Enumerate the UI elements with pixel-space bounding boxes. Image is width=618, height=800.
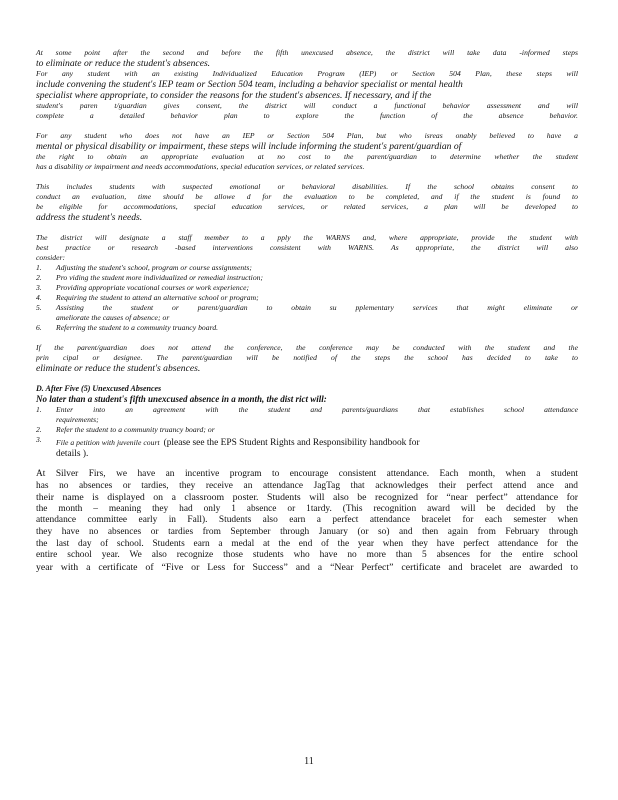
list-text: Pro viding the student more individualized or remedial instruction;: [56, 273, 264, 282]
list-number: 1.: [36, 263, 42, 272]
text-line: year with a certificate of “Five or Less for Success” and a “Near Perfect” certificate and bracelet are awarded to: [36, 561, 578, 573]
list-text: Requiring the student to attend an alternative school or program;: [56, 293, 259, 302]
text-line: For any student with an existing Individualized Education Program (IEP) or Section 504 Plan, these steps will: [36, 69, 578, 78]
list-text: Adjusting the student's school, program or course assignments;: [56, 263, 252, 272]
list-number: 3.: [36, 435, 42, 444]
list-number: 4.: [36, 293, 42, 302]
text-line: the right to obtain an appropriate evaluation at no cost to the parent/guardian to determine whether the student: [36, 152, 578, 161]
list-text-normal: (please see the EPS Student Rights and Responsibility handbook for: [163, 438, 420, 448]
list-item: [36, 405, 578, 425]
list-item: [36, 273, 578, 283]
text-line: consider:: [36, 253, 66, 262]
list-number: 1.: [36, 405, 42, 414]
list-text: Assisting the student or parent/guardian to obtain su pplementary services that might eliminate or: [56, 303, 578, 312]
text-line: At some point after the second and before the fifth unexcused absence, the district will take data -informed steps: [36, 48, 578, 57]
text-line: conduct an evaluation, time should be allowe d for the evaluation to be completed, and if the student is found to: [36, 192, 578, 201]
list-number: 2.: [36, 273, 42, 282]
list-item: [36, 263, 578, 273]
text-line: be eligible for accommodations, special education services, or related services, a plan will be developed to: [36, 202, 578, 211]
text-line: the last day of school. Students earn a medal at the end of the year when they have perfect attendance for the: [36, 538, 578, 549]
text-line: mental or physical disability or impairment, these steps will include informing the student's parent/guardian of: [36, 141, 462, 152]
list-text: Refer the student to a community truancy board; or: [56, 425, 215, 434]
paragraph-non-iep-students: [36, 131, 578, 172]
document-page: [36, 48, 578, 573]
text-line: has a disability or impairment and needs accommodations, special education services, or related services.: [36, 162, 365, 171]
text-line: The district will designate a staff member to a pply the WARNS and, where appropriate, provide the student with: [36, 233, 578, 242]
list-number: 3.: [36, 283, 42, 292]
text-line: entire school year. We also recognize those students who have no more than 5 absences for the entire school: [36, 550, 578, 561]
list-item: [36, 435, 578, 459]
text-line: include convening the student's IEP team or Section 504 team, including a behavior specialist or mental health: [36, 79, 463, 90]
text-line: the month – meaning they had only 1 absence or 1tardy. (This recognition award will be decided by the: [36, 503, 578, 514]
text-line: their name is displayed on a classroom poster. Students will also be recognized for “near perfect” attendance for: [36, 492, 578, 504]
list-text: [56, 435, 578, 449]
list-number: 6.: [36, 323, 42, 332]
fifth-absence-actions-list: [36, 405, 578, 459]
section-heading: D. After Five (5) Unexcused Absences: [36, 384, 162, 393]
list-text-italic: File a petition with juvenile court: [56, 438, 160, 447]
text-line: This includes students with suspected emotional or behavioral disabilities. If the school obtains consent to: [36, 182, 578, 191]
paragraph-parent-conference: [36, 343, 578, 374]
list-text: Providing appropriate vocational courses or work experience;: [56, 283, 250, 292]
text-line: address the student's needs.: [36, 212, 143, 223]
text-line: complete a detailed behavior plan to explore the function of the absence behavior.: [36, 111, 578, 120]
list-item: [36, 283, 578, 293]
text-line: they have no absences or tardies from September through January (or so) and then again from February through: [36, 526, 578, 537]
list-text-continued: requirements;: [56, 415, 99, 424]
list-text-continued: details ).: [56, 449, 89, 459]
list-text-continued: ameliorate the causes of absence; or: [56, 313, 170, 322]
list-item: [36, 323, 578, 333]
section-subheading: No later than a student's fifth unexcused absence in a month, the dist rict will:: [36, 394, 327, 404]
text-line: specialist where appropriate, to consider the reasons for the student's absences. If necessary, and if the: [36, 90, 432, 101]
list-item: [36, 293, 578, 303]
paragraph-suspected-disabilities: [36, 182, 578, 223]
interventions-list: [36, 263, 578, 333]
section-d: [36, 384, 578, 459]
text-line: At Silver Firs, we have an incentive program to encourage consistent attendance. Each month, when a student: [36, 469, 578, 479]
page-number: 11: [304, 756, 314, 767]
text-line: If the parent/guardian does not attend the conference, the conference may be conducted with the student and the: [36, 343, 578, 352]
text-line: attendance committee early in Fall). Students also earn a perfect attendance bracelet for each semester when: [36, 515, 578, 526]
paragraph-steps-before-fifth-absence: [36, 48, 578, 69]
list-text: Enter into an agreement with the student and parents/guardians that establishes school attendance: [56, 405, 578, 414]
list-text: Referring the student to a community truancy board.: [56, 323, 219, 332]
list-item: [36, 303, 578, 323]
text-line: student's paren t/guardian gives consent, the district will conduct a functional behavior assessment and will: [36, 101, 578, 110]
paragraph-iep-students: [36, 69, 578, 121]
list-number: 2.: [36, 425, 42, 434]
text-line: eliminate or reduce the student's absences.: [36, 363, 201, 374]
list-number: 5.: [36, 303, 42, 312]
text-line: prin cipal or designee. The parent/guardian will be notified of the steps the school has decided to take to: [36, 353, 578, 362]
text-line: best practice or research -based interventions consistent with WARNS. As appropriate, the district will also: [36, 243, 578, 252]
paragraph-silver-firs-incentive: [36, 469, 578, 573]
list-item: [36, 425, 578, 435]
text-line: has no absences or tardies, they receive an attendance JagTag that acknowledges their perfect attend ance and: [36, 480, 578, 491]
text-line: For any student who does not have an IEP or Section 504 Plan, but who isreas onably believed to have a: [36, 131, 578, 140]
paragraph-staff-member-warns: [36, 233, 578, 263]
text-line: to eliminate or reduce the student's absences.: [36, 58, 211, 69]
